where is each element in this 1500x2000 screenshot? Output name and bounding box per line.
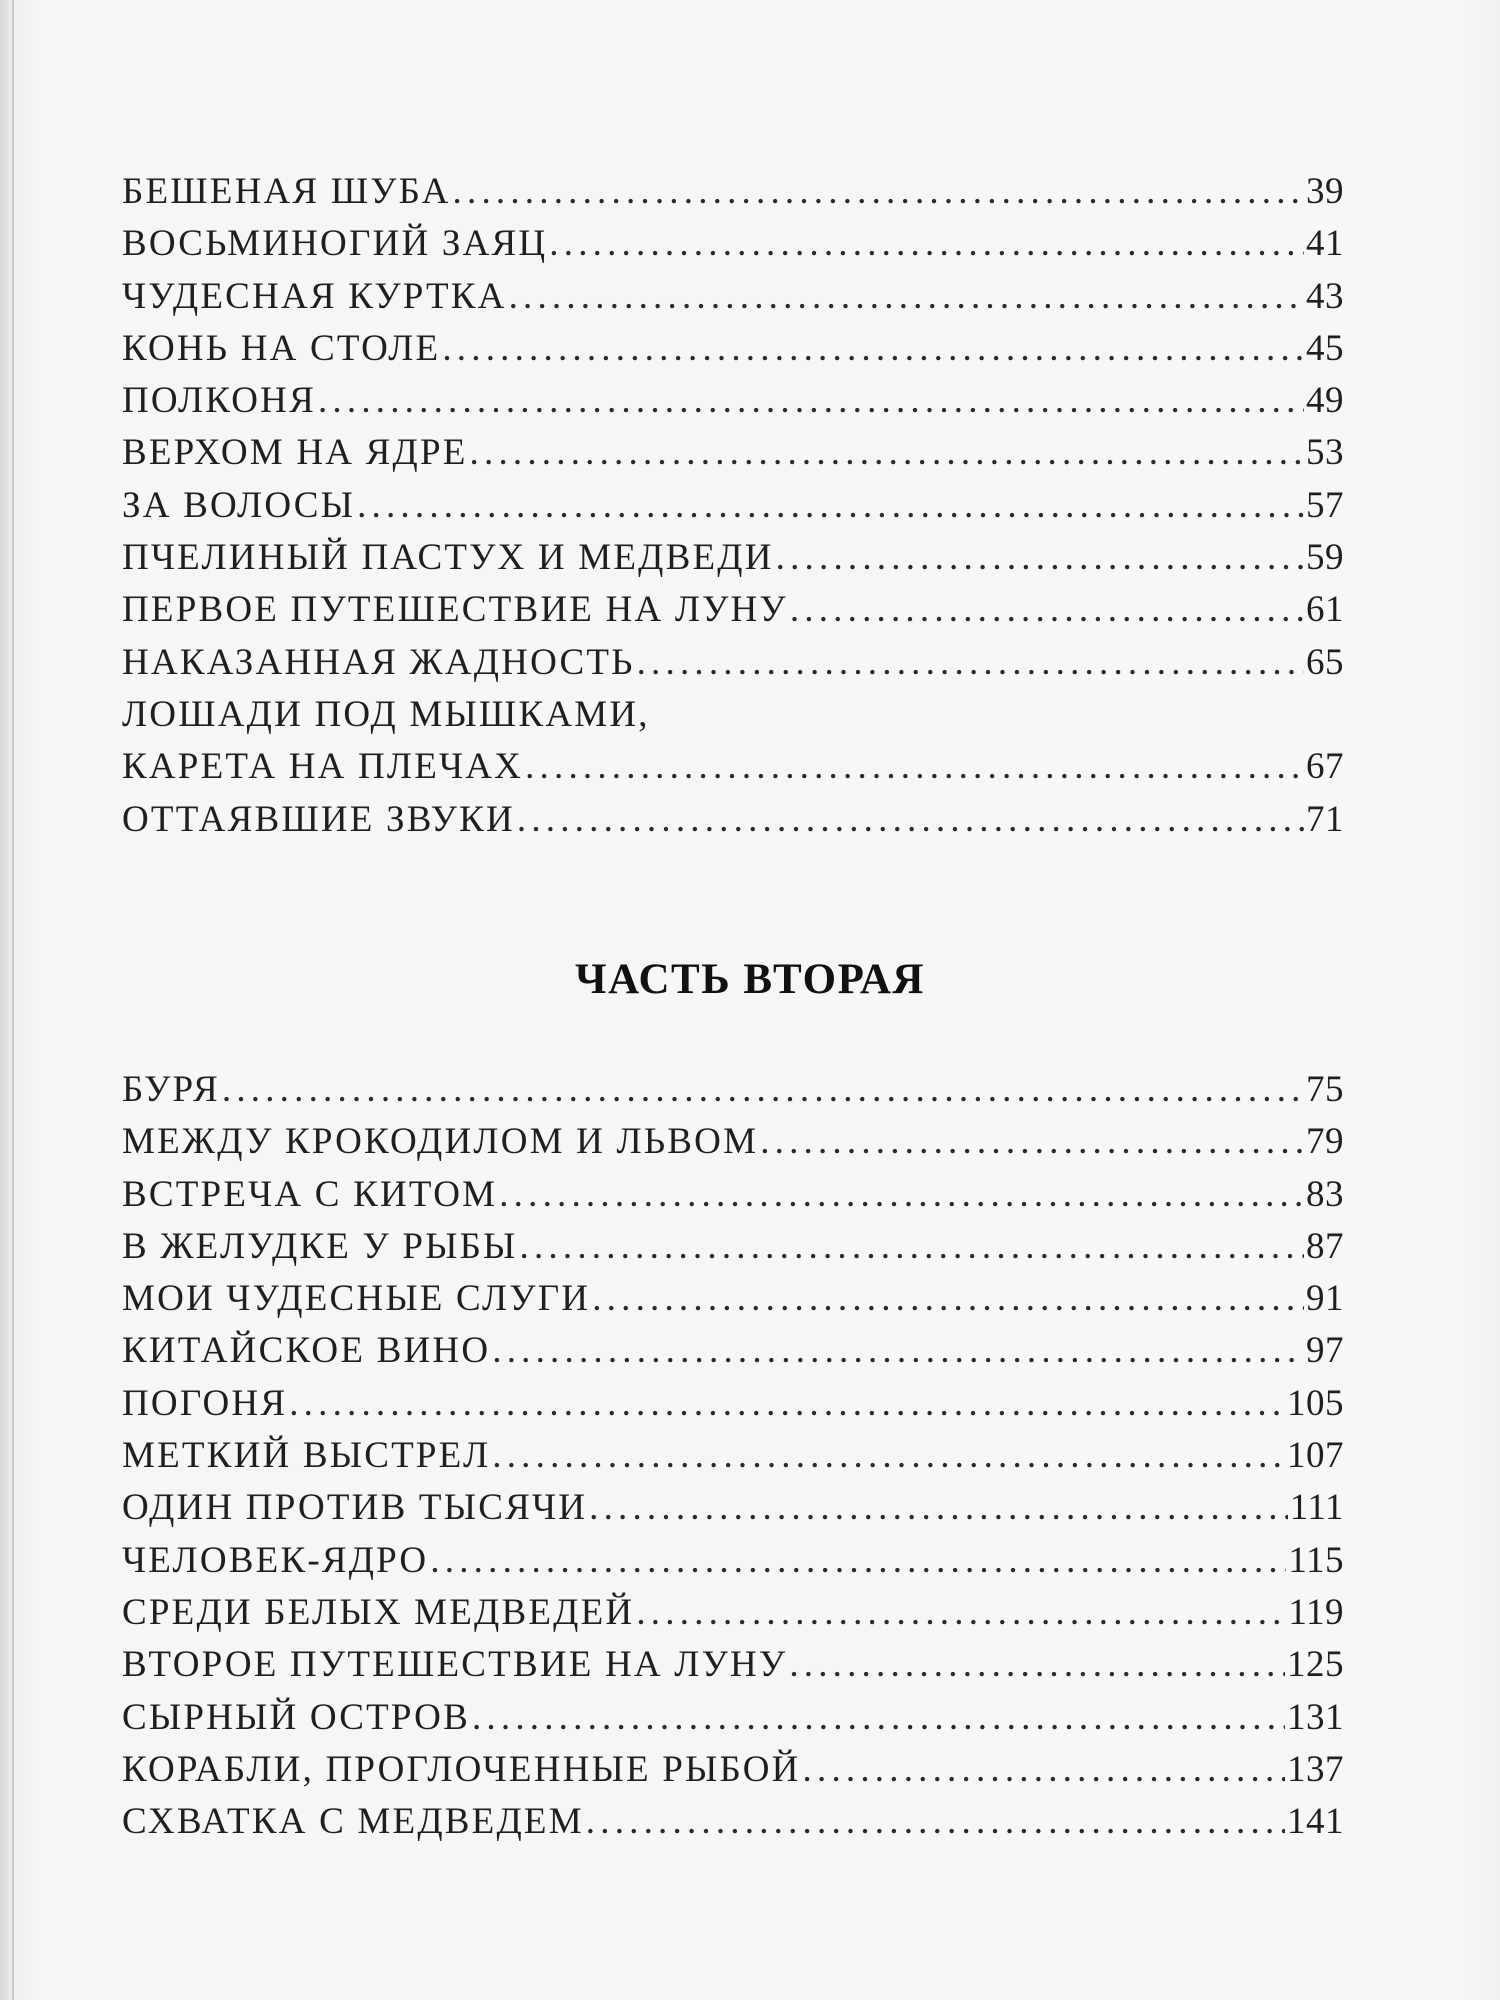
toc-dot-leader — [637, 641, 1304, 684]
toc-entry-page: 49 — [1306, 380, 1344, 422]
toc-entry-title-continued: КАРЕТА НА ПЛЕЧАХ — [122, 746, 524, 788]
toc-entry-title: СХВАТКА С МЕДВЕДЕМ — [122, 1801, 584, 1843]
toc-entry-title: ЗА ВОЛОСЫ — [122, 484, 356, 526]
toc-entry-page: 131 — [1287, 1696, 1344, 1738]
toc-dot-leader — [803, 1748, 1285, 1791]
toc-entry-title: ЛОШАДИ ПОД МЫШКАМИ, — [122, 693, 650, 735]
toc-entry — [122, 1539, 1344, 1591]
toc-entry-page: 45 — [1306, 327, 1344, 369]
toc-entry-title: МЕТКИЙ ВЫСТРЕЛ — [122, 1435, 491, 1477]
toc-entry-page: 67 — [1306, 746, 1344, 788]
toc-entry-title: ВЕРХОМ НА ЯДРЕ — [122, 432, 468, 474]
toc-entry-page: 75 — [1306, 1069, 1344, 1110]
toc-entry — [122, 327, 1344, 379]
toc-entry-title: ЧЕЛОВЕК-ЯДРО — [122, 1539, 429, 1581]
toc-entry — [122, 484, 1344, 536]
toc-dot-leader — [636, 1591, 1286, 1634]
toc-entry — [122, 1382, 1344, 1434]
toc-entry — [122, 222, 1344, 274]
toc-entry — [122, 1068, 1344, 1120]
toc-dot-leader — [789, 1643, 1285, 1686]
toc-entry — [122, 1120, 1344, 1172]
toc-dot-leader — [549, 222, 1304, 265]
toc-dot-leader — [492, 1434, 1285, 1477]
toc-entry — [122, 641, 1344, 693]
toc-dot-leader — [790, 588, 1304, 631]
toc-entry — [122, 1225, 1344, 1277]
toc-entry-title: СЫРНЫЙ ОСТРОВ — [122, 1696, 470, 1738]
toc-entry-title: ЧУДЕСНАЯ КУРТКА — [122, 275, 507, 317]
toc-entry-title: НАКАЗАННАЯ ЖАДНОСТЬ — [122, 641, 635, 683]
toc-entry-page: 39 — [1306, 171, 1344, 212]
toc-entry-page: 111 — [1289, 1487, 1344, 1529]
toc-dot-leader — [509, 275, 1304, 318]
toc-entry — [122, 1434, 1344, 1486]
toc-dot-leader — [470, 431, 1304, 474]
toc-dot-leader — [525, 745, 1304, 788]
toc-entry — [122, 1329, 1344, 1381]
toc-entry — [122, 1696, 1344, 1748]
toc-dot-leader — [776, 536, 1304, 579]
toc-entry-title: ПЧЕЛИНЫЙ ПАСТУХ И МЕДВЕДИ — [122, 537, 774, 579]
toc-entry-title: ПЕРВОЕ ПУТЕШЕСТВИЕ НА ЛУНУ — [122, 589, 788, 631]
toc-entry — [122, 588, 1344, 640]
toc-entry-title: СРЕДИ БЕЛЫХ МЕДВЕДЕЙ — [122, 1591, 635, 1633]
toc-entry — [122, 1486, 1344, 1538]
toc-part-one — [122, 170, 1344, 850]
toc-dot-leader — [453, 170, 1304, 213]
section-heading: ЧАСТЬ ВТОРАЯ — [575, 956, 925, 1003]
toc-part-two — [122, 1068, 1344, 1852]
toc-entry-page: 61 — [1306, 589, 1344, 631]
toc-entry — [122, 798, 1344, 850]
toc-entry — [122, 275, 1344, 327]
toc-entry-title: КОНЬ НА СТОЛЕ — [122, 327, 441, 369]
toc-dot-leader — [520, 1225, 1304, 1268]
toc-entry — [122, 1591, 1344, 1643]
toc-entry-title: ОДИН ПРОТИВ ТЫСЯЧИ — [122, 1487, 588, 1529]
toc-entry-page: 97 — [1306, 1330, 1344, 1372]
toc-entry — [122, 170, 1344, 222]
toc-entry — [122, 431, 1344, 483]
toc-entry — [122, 693, 1344, 798]
toc-dot-leader — [499, 1173, 1304, 1216]
toc-entry — [122, 1173, 1344, 1225]
toc-entry-title: БЕШЕНАЯ ШУБА — [122, 171, 451, 212]
toc-entry-page: 71 — [1306, 798, 1344, 840]
toc-entry-title: В ЖЕЛУДКЕ У РЫБЫ — [122, 1225, 518, 1267]
toc-entry-title: ВСТРЕЧА С КИТОМ — [122, 1173, 498, 1215]
toc-dot-leader — [357, 484, 1304, 527]
toc-dot-leader — [430, 1539, 1286, 1582]
toc-dot-leader — [760, 1120, 1304, 1163]
toc-dot-leader — [222, 1068, 1304, 1111]
toc-entry-title: ВОСЬМИНОГИЙ ЗАЯЦ — [122, 223, 548, 265]
toc-entry — [122, 536, 1344, 588]
toc-dot-leader — [492, 1329, 1304, 1372]
toc-entry-page: 91 — [1306, 1278, 1344, 1320]
toc-dot-leader — [586, 1800, 1285, 1843]
toc-entry-page: 83 — [1306, 1173, 1344, 1215]
toc-entry-page: 41 — [1306, 223, 1344, 265]
toc-dot-leader — [517, 798, 1304, 841]
toc-dot-leader — [472, 1696, 1285, 1739]
toc-entry-page: 125 — [1287, 1644, 1344, 1686]
toc-entry-page: 43 — [1306, 275, 1344, 317]
toc-entry-page: 105 — [1287, 1382, 1344, 1424]
toc-dot-leader — [289, 1382, 1285, 1425]
toc-entry-title: ПОЛКОНЯ — [122, 380, 316, 422]
toc-entry-page: 59 — [1306, 537, 1344, 579]
toc-entry-page: 115 — [1288, 1539, 1344, 1581]
toc-entry-page: 79 — [1306, 1121, 1344, 1163]
toc-entry-page: 119 — [1288, 1591, 1344, 1633]
toc-entry-title: ОТТАЯВШИЕ ЗВУКИ — [122, 798, 515, 840]
toc-entry-title: МОИ ЧУДЕСНЫЕ СЛУГИ — [122, 1278, 591, 1320]
toc-entry-line-one — [122, 693, 1344, 745]
toc-entry-title: КИТАЙСКОЕ ВИНО — [122, 1330, 491, 1372]
toc-entry-page: 87 — [1306, 1225, 1344, 1267]
toc-entry-title: БУРЯ — [122, 1069, 220, 1110]
toc-entry-page: 65 — [1306, 641, 1344, 683]
toc-dot-leader — [589, 1486, 1288, 1529]
toc-entry-page: 107 — [1287, 1435, 1344, 1477]
toc-entry-title: МЕЖДУ КРОКОДИЛОМ И ЛЬВОМ — [122, 1121, 759, 1163]
toc-entry-title: КОРАБЛИ, ПРОГЛОЧЕННЫЕ РЫБОЙ — [122, 1748, 801, 1790]
toc-entry — [122, 1748, 1344, 1800]
toc-dot-leader — [592, 1277, 1304, 1320]
toc-entry-page: 137 — [1287, 1748, 1344, 1790]
toc-entry-title: ПОГОНЯ — [122, 1382, 288, 1424]
toc-dot-leader — [442, 327, 1304, 370]
toc-entry-title: ВТОРОЕ ПУТЕШЕСТВИЕ НА ЛУНУ — [122, 1644, 788, 1686]
toc-entry — [122, 1277, 1344, 1329]
toc-entry — [122, 1800, 1344, 1852]
toc-entry — [122, 1643, 1344, 1695]
toc-dot-leader — [318, 379, 1304, 422]
toc-entry-page: 53 — [1306, 432, 1344, 474]
toc-entry-page: 57 — [1306, 484, 1344, 526]
toc-entry-page: 141 — [1287, 1801, 1344, 1843]
toc-entry — [122, 379, 1344, 431]
toc-entry-line-two — [122, 745, 1344, 797]
